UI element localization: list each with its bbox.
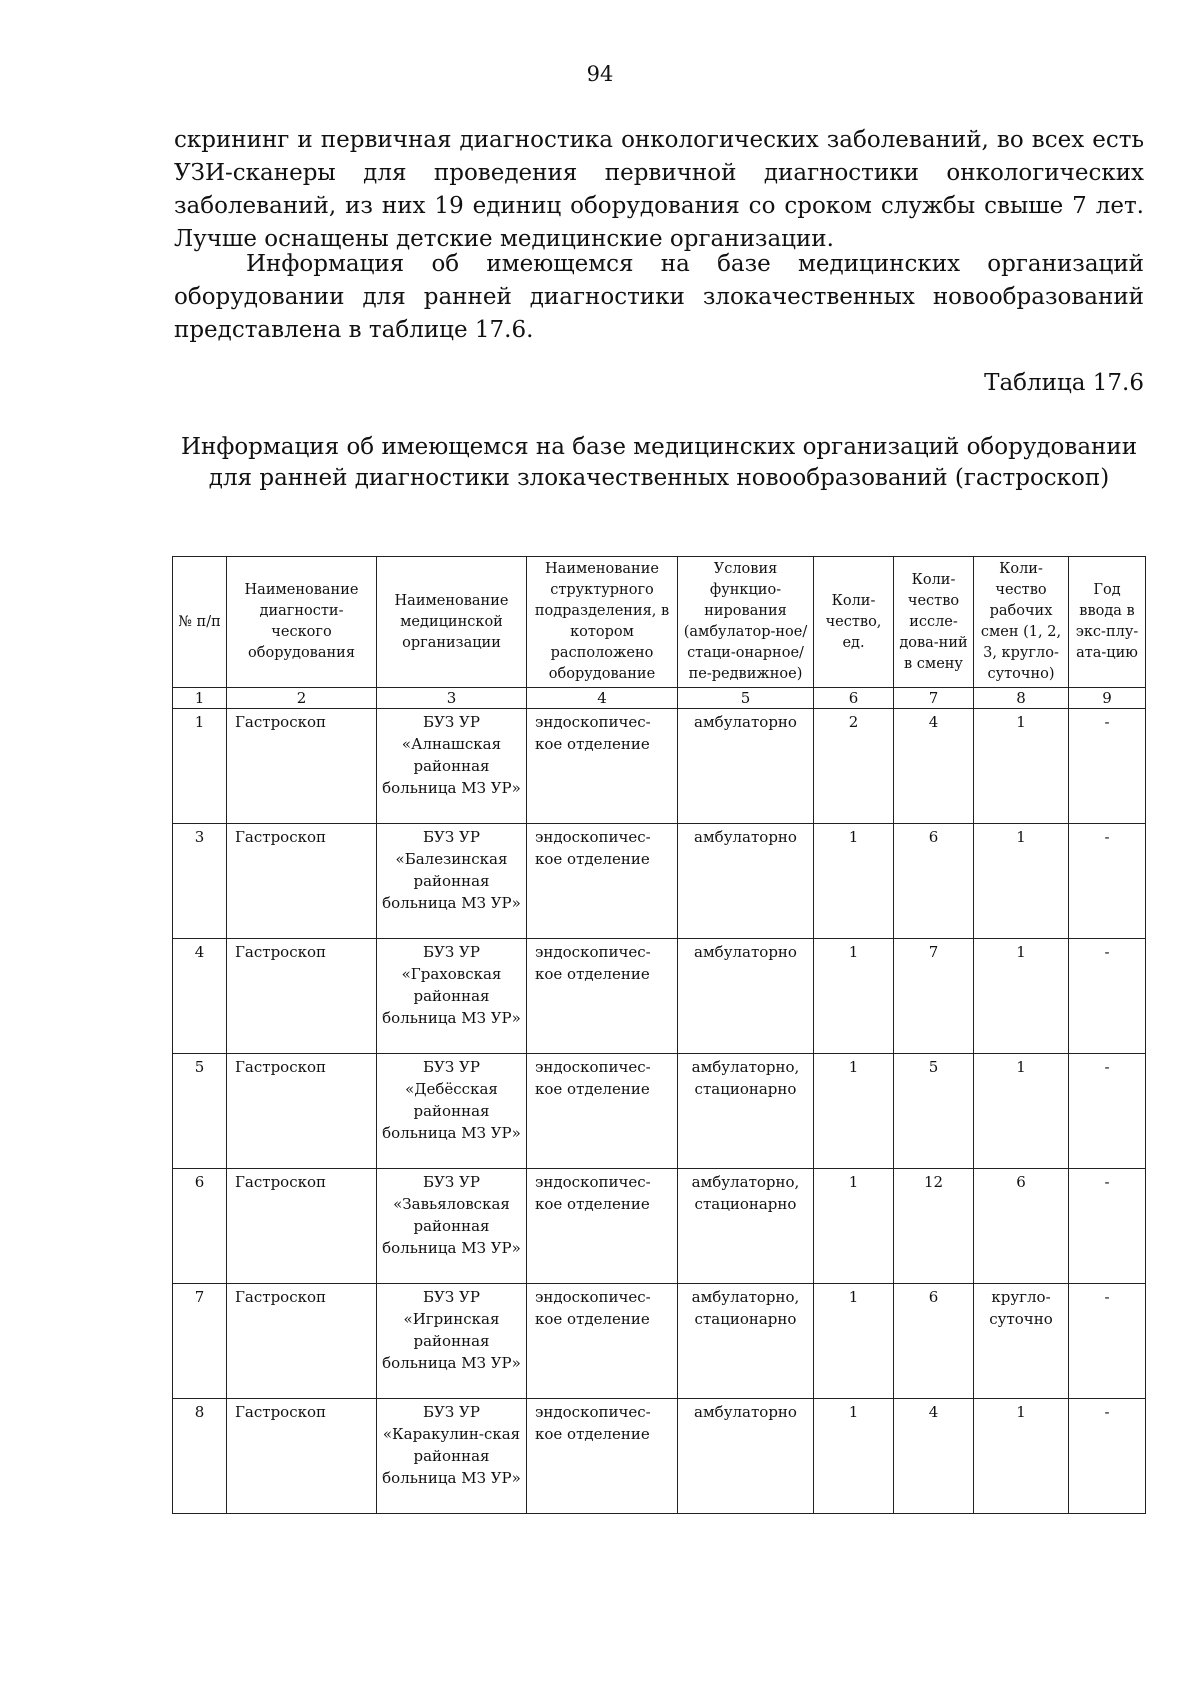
table-row — [173, 824, 1146, 939]
row-number-cell: 4 — [173, 939, 227, 1054]
header-cell: Коли-чество, ед. — [814, 557, 894, 688]
shifts-cell: 1 — [974, 709, 1069, 824]
paragraph-screening: скрининг и первичная диагностика онкологических заболеваний, во всех есть УЗИ-сканеры для проведения первичной диагностики онкологических заболеваний, из них 19 единиц оборудования со сроком службы свыше 7 лет. Лучше оснащены детские медицинские организации. — [174, 127, 1144, 252]
equipment-cell: Гастроскоп — [227, 1169, 377, 1284]
header-cell: Коли-чество рабочих смен (1, 2, 3, кругло-суточно) — [974, 557, 1069, 688]
header-cell: Коли-чество иссле-дова-ний в смену — [894, 557, 974, 688]
column-number-cell: 7 — [894, 688, 974, 709]
column-number-cell: 1 — [173, 688, 227, 709]
header-cell: Наименование диагности-ческого оборудования — [227, 557, 377, 688]
row-number-cell: 8 — [173, 1399, 227, 1514]
commission-year-cell: - — [1069, 824, 1146, 939]
table-row — [173, 1169, 1146, 1284]
header-cell: № п/п — [173, 557, 227, 688]
studies-per-shift-cell: 5 — [894, 1054, 974, 1169]
equipment-cell: Гастроскоп — [227, 824, 377, 939]
conditions-cell: амбулаторно, стационарно — [678, 1054, 814, 1169]
equipment-cell: Гастроскоп — [227, 1284, 377, 1399]
table-row — [173, 709, 1146, 824]
department-cell: эндоскопичес-кое отделение — [527, 824, 678, 939]
header-cell: Год ввода в экс-плу-ата-цию — [1069, 557, 1146, 688]
commission-year-cell: - — [1069, 1399, 1146, 1514]
row-number-cell: 7 — [173, 1284, 227, 1399]
conditions-cell: амбулаторно — [678, 709, 814, 824]
studies-per-shift-cell: 6 — [894, 824, 974, 939]
column-number-cell: 3 — [377, 688, 527, 709]
equipment-cell: Гастроскоп — [227, 709, 377, 824]
organization-cell: БУЗ УР «Игринская районная больница МЗ УР» — [377, 1284, 527, 1399]
column-number-cell: 2 — [227, 688, 377, 709]
header-cell: Условия функцио-нирования (амбулатор-ное/стаци-онарное/пе-редвижное) — [678, 557, 814, 688]
equipment-cell: Гастроскоп — [227, 1054, 377, 1169]
department-cell: эндоскопичес-кое отделение — [527, 1284, 678, 1399]
conditions-cell: амбулаторно, стационарно — [678, 1284, 814, 1399]
paragraph-equipment-info: Информация об имеющемся на базе медицинских организаций оборудовании для ранней диагностики злокачественных новообразований представлена в таблице 17.6. — [174, 251, 1144, 343]
shifts-cell: 1 — [974, 1399, 1069, 1514]
table-row — [173, 1054, 1146, 1169]
studies-per-shift-cell: 6 — [894, 1284, 974, 1399]
quantity-cell: 1 — [814, 824, 894, 939]
column-number-cell: 4 — [527, 688, 678, 709]
column-number-cell: 9 — [1069, 688, 1146, 709]
shifts-cell: 1 — [974, 824, 1069, 939]
table-header-row — [173, 557, 1146, 688]
studies-per-shift-cell: 7 — [894, 939, 974, 1054]
commission-year-cell: - — [1069, 1169, 1146, 1284]
conditions-cell: амбулаторно — [678, 824, 814, 939]
quantity-cell: 1 — [814, 1169, 894, 1284]
department-cell: эндоскопичес-кое отделение — [527, 1169, 678, 1284]
organization-cell: БУЗ УР «Дебёсская районная больница МЗ УР» — [377, 1054, 527, 1169]
quantity-cell: 1 — [814, 1054, 894, 1169]
shifts-cell: кругло-суточно — [974, 1284, 1069, 1399]
department-cell: эндоскопичес-кое отделение — [527, 1054, 678, 1169]
row-number-cell: 5 — [173, 1054, 227, 1169]
shifts-cell: 1 — [974, 939, 1069, 1054]
conditions-cell: амбулаторно — [678, 1399, 814, 1514]
studies-per-shift-cell: 4 — [894, 1399, 974, 1514]
quantity-cell: 1 — [814, 1284, 894, 1399]
row-number-cell: 3 — [173, 824, 227, 939]
organization-cell: БУЗ УР «Балезинская районная больница МЗ УР» — [377, 824, 527, 939]
department-cell: эндоскопичес-кое отделение — [527, 709, 678, 824]
organization-cell: БУЗ УР «Завьяловская районная больница МЗ УР» — [377, 1169, 527, 1284]
header-cell: Наименование структурного подразделения, в котором расположено оборудование — [527, 557, 678, 688]
organization-cell: БУЗ УР «Каракулин-ская районная больница МЗ УР» — [377, 1399, 527, 1514]
commission-year-cell: - — [1069, 939, 1146, 1054]
quantity-cell: 1 — [814, 1399, 894, 1514]
commission-year-cell: - — [1069, 1054, 1146, 1169]
column-number-cell: 6 — [814, 688, 894, 709]
studies-per-shift-cell: 12 — [894, 1169, 974, 1284]
commission-year-cell: - — [1069, 709, 1146, 824]
organization-cell: БУЗ УР «Алнашская районная больница МЗ УР» — [377, 709, 527, 824]
studies-per-shift-cell: 4 — [894, 709, 974, 824]
quantity-cell: 2 — [814, 709, 894, 824]
column-number-row — [173, 688, 1146, 709]
department-cell: эндоскопичес-кое отделение — [527, 939, 678, 1054]
row-number-cell: 1 — [173, 709, 227, 824]
shifts-cell: 6 — [974, 1169, 1069, 1284]
quantity-cell: 1 — [814, 939, 894, 1054]
page-number: 94 — [586, 62, 614, 86]
row-number-cell: 6 — [173, 1169, 227, 1284]
equipment-cell: Гастроскоп — [227, 939, 377, 1054]
table-title: Информация об имеющемся на базе медицинских организаций оборудовании для ранней диагностики злокачественных новообразований (гастроскоп) — [180, 434, 1138, 491]
table-row — [173, 1284, 1146, 1399]
equipment-cell: Гастроскоп — [227, 1399, 377, 1514]
conditions-cell: амбулаторно — [678, 939, 814, 1054]
organization-cell: БУЗ УР «Граховская районная больница МЗ УР» — [377, 939, 527, 1054]
column-number-cell: 5 — [678, 688, 814, 709]
shifts-cell: 1 — [974, 1054, 1069, 1169]
header-cell: Наименование медицинской организации — [377, 557, 527, 688]
table-row — [173, 939, 1146, 1054]
table-row — [173, 1399, 1146, 1514]
department-cell: эндоскопичес-кое отделение — [527, 1399, 678, 1514]
conditions-cell: амбулаторно, стационарно — [678, 1169, 814, 1284]
column-number-cell: 8 — [974, 688, 1069, 709]
gastroscope-table — [172, 556, 1146, 1514]
table-label: Таблица 17.6 — [984, 370, 1144, 396]
commission-year-cell: - — [1069, 1284, 1146, 1399]
